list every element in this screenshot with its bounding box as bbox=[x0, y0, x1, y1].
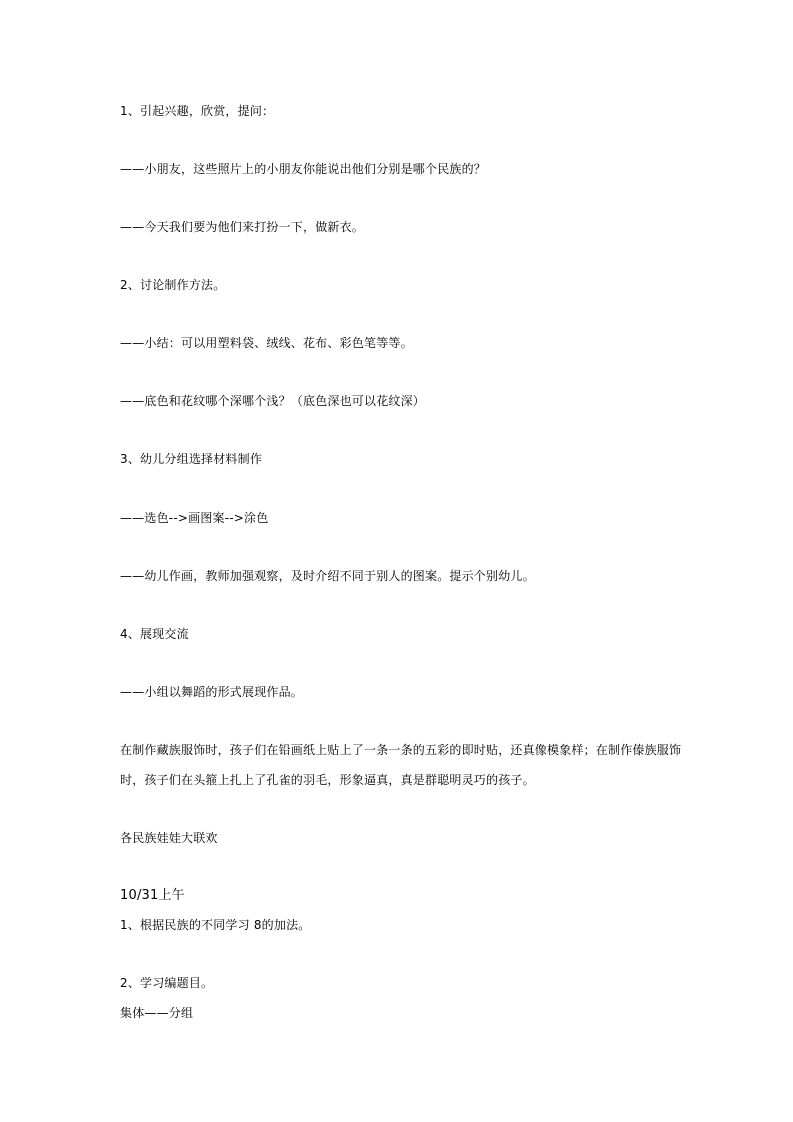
teacher-observation: ——幼儿作画，教师加强观察，及时介绍不同于别人的图案。提示个别幼儿。 bbox=[120, 569, 535, 583]
date-label: 10/31上午 bbox=[120, 888, 185, 903]
intro-new-clothes: ——今天我们要为他们来打扮一下，做新衣。 bbox=[120, 220, 365, 234]
reflection-paragraph-line-1: 在制作藏族服饰时，孩子们在铅画纸上贴上了一条一条的五彩的即时贴，还真像模象样；在制作傣族服饰 bbox=[120, 743, 682, 757]
question-color-depth: ——底色和花纹哪个深哪个浅？（底色深也可以花纹深） bbox=[120, 394, 426, 408]
math-step-1: 1、根据民族的不同学习 8的加法。 bbox=[120, 918, 311, 932]
step-2-heading: 2、讨论制作方法。 bbox=[120, 278, 226, 292]
group-dance-presentation: ——小组以舞蹈的形式展现作品。 bbox=[120, 685, 304, 699]
summary-materials: ——小结：可以用塑料袋、绒线、花布、彩色笔等等。 bbox=[120, 336, 413, 350]
process-steps: ——选色-->画图案-->涂色 bbox=[120, 511, 269, 525]
step-4-heading: 4、展现交流 bbox=[120, 627, 189, 641]
reflection-paragraph-line-2: 时，孩子们在头箍上扎上了孔雀的羽毛，形象逼真，真是群聪明灵巧的孩子。 bbox=[120, 773, 535, 787]
step-3-heading: 3、幼儿分组选择材料制作 bbox=[120, 452, 263, 466]
group-format: 集体——分组 bbox=[120, 1006, 194, 1020]
step-1-heading: 1、引起兴趣，欣赏，提问： bbox=[120, 104, 275, 118]
math-step-2: 2、学习编题目。 bbox=[120, 976, 214, 990]
question-ethnic-groups: ——小朋友，这些照片上的小朋友你能说出他们分别是哪个民族的？ bbox=[120, 162, 487, 176]
activity-title: 各民族娃娃大联欢 bbox=[120, 831, 218, 845]
